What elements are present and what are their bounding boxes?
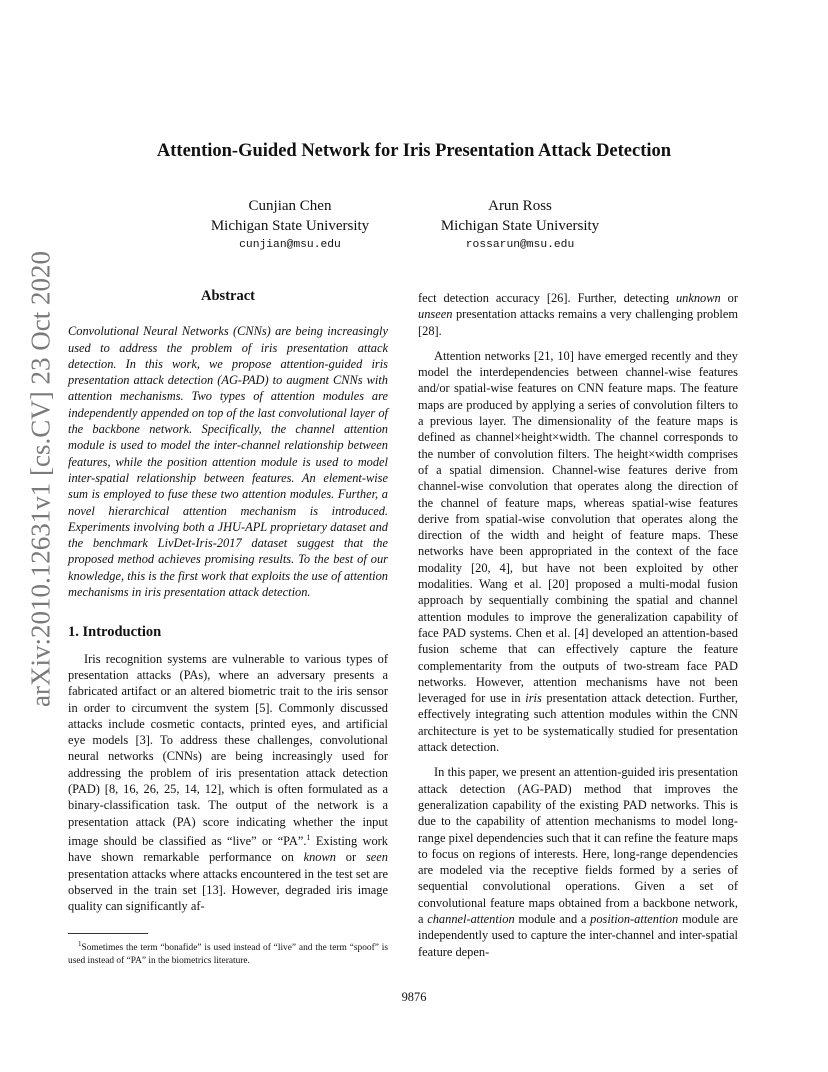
text-run: or (335, 850, 366, 865)
paragraph-gap (418, 339, 738, 348)
text-run: presentation attacks remains a very challenging problem [28]. (418, 307, 738, 338)
text-run: presentation attack detection. Further, effectively integrating such attention modules within the CNN architecture is yet to be systematically studied for presentation attack detection. (418, 691, 738, 755)
abstract-heading: Abstract (201, 288, 255, 304)
author-name: Arun Ross (488, 198, 552, 214)
text-run: Attention networks [21, 10] have emerged recently and they model the interdependencies between channel-wise features and/or spatial-wise features on CNN feature maps. The feature maps are produced by applying a series of convolution filters to a previous layer. The dimensionality of the feature maps is defined as channel×height×width. The channel corresponds to the number of convolution filters. The height×width comprises of a spatial dimension. Channel-wise features derive from channel-wise convolution that operates along the direction of the channel of feature maps, whereas spatial-wise features derive from spatial-wise convolution that operates along the direction of the width and height of feature maps. These networks have been appropriated in the context of the face modality [20, 4], but have not been exploited by other modalities. Wang et al. [20] proposed a multi-modal fusion approach by sequentially combining the spatial and channel attention modules to improve the generalization capability of face PAD systems. Chen et al. [4] developed an attention-based fusion scheme that can effectively capture the feature complementarity from the outputs of two-stream face PAD networks. However, attention mechanisms have not been leveraged for use in (418, 348, 738, 706)
emphasis: unseen (418, 307, 453, 322)
text-run: In this paper, we present an attention-guided iris presentation attack detection (AG-PAD) method that improves the generalization capability of the existing PAD networks. This is due to the capability of attention mechanisms to model long-range pixel dependencies such that it can refine the feature maps to focus on regions of interests. Here, long-range dependencies are modeled via the receptive fields formed by a series of sequential convolutional operations. Given a set of convolutional feature maps obtained from a backbone network, a (418, 765, 738, 926)
emphasis: channel-attention (427, 911, 515, 926)
emphasis: known (303, 850, 336, 865)
paragraph (418, 290, 738, 339)
emphasis: iris (525, 691, 542, 706)
arxiv-stamp: arXiv:2010.12631v1 [cs.CV] 23 Oct 2020 (25, 251, 56, 707)
footnote-text: Sometimes the term “bonafide” is used instead of “live” and the term “spoof” is used instead of “PA” in the biometrics literature. (68, 943, 388, 966)
text-run: Iris recognition systems are vulnerable to various types of presentation attacks (PAs), where an adversary presents a fabricated artifact or an altered biometric trait to the iris sensor in order to circumvent the system [5]. Commonly discussed attacks include cosmetic contacts, printed eyes, and artificial eye models [3]. To address these challenges, convolutional neural networks (CNNs) are being increasingly used for addressing the problem of iris presentation attack detection (PAD) [8, 16, 26, 25, 14, 12], which is often formulated as a binary-classification task. The output of the network is a presentation attack (PA) score indicating whether the input image should be classified as “live” or “PA”. (68, 651, 388, 849)
author-name: Cunjian Chen (248, 198, 332, 214)
emphasis: unknown (675, 291, 721, 305)
paragraph (418, 348, 738, 755)
emphasis: seen (365, 850, 388, 865)
emphasis: position-attention (590, 911, 679, 926)
text-run: or (720, 291, 738, 305)
paper-title: Attention-Guided Network for Iris Presentation Attack Detection (156, 141, 672, 161)
footnote (68, 938, 388, 967)
author-email: rossarun@msu.edu (465, 239, 575, 251)
right-column (418, 290, 738, 960)
paragraph-gap (418, 755, 738, 764)
left-column (68, 288, 388, 915)
text-run: module and a (514, 911, 591, 926)
text-run: fect detection accuracy [26]. Further, detecting (418, 291, 676, 305)
footnote-marker: 1 (78, 940, 82, 948)
author-affiliation: Michigan State University (440, 218, 600, 234)
abstract-text: Convolutional Neural Networks (CNNs) are being increasingly used to address the problem of iris presentation attack detection. In this work, we propose attention-guided iris presentation attack detection (AG-PAD) to augment CNNs with attention mechanisms. Two types of attention modules are independently appended on top of the last convolutional layer of the backbone network. Specifically, the channel attention module is used to model the inter-channel relationship between features, while the position attention module is used to model inter-spatial relationship between features. An element-wise sum is employed to fuse these two attention modules. Further, a novel hierarchical attention mechanism is introduced. Experiments involving both a JHU-APL proprietary dataset and the benchmark LivDet-Iris-2017 dataset suggest that the proposed method achieves promising results. To the best of our knowledge, this is the first work that exploits the use of attention mechanisms in iris presentation attack detection. (68, 324, 388, 600)
author-block-2 (410, 196, 630, 255)
intro-paragraph (68, 651, 388, 915)
paragraph (418, 764, 738, 960)
page-number: 9876 (401, 990, 427, 1004)
text-run: presentation attacks where attacks encountered in the test set are observed in the train set [13]. However, degraded iris image quality can significantly af- (68, 866, 388, 914)
author-email: cunjian@msu.edu (239, 239, 341, 251)
footnote-marker: 1 (306, 832, 311, 842)
author-affiliation: Michigan State University (210, 218, 370, 234)
author-block-1 (180, 196, 400, 255)
footnote-rule (68, 933, 148, 934)
section-heading-introduction: 1. Introduction (68, 624, 162, 641)
text-run: Existing work have shown remarkable performance on (68, 834, 388, 865)
text-run: module are independently used to capture the inter-channel and inter-spatial feature depen- (418, 911, 738, 959)
